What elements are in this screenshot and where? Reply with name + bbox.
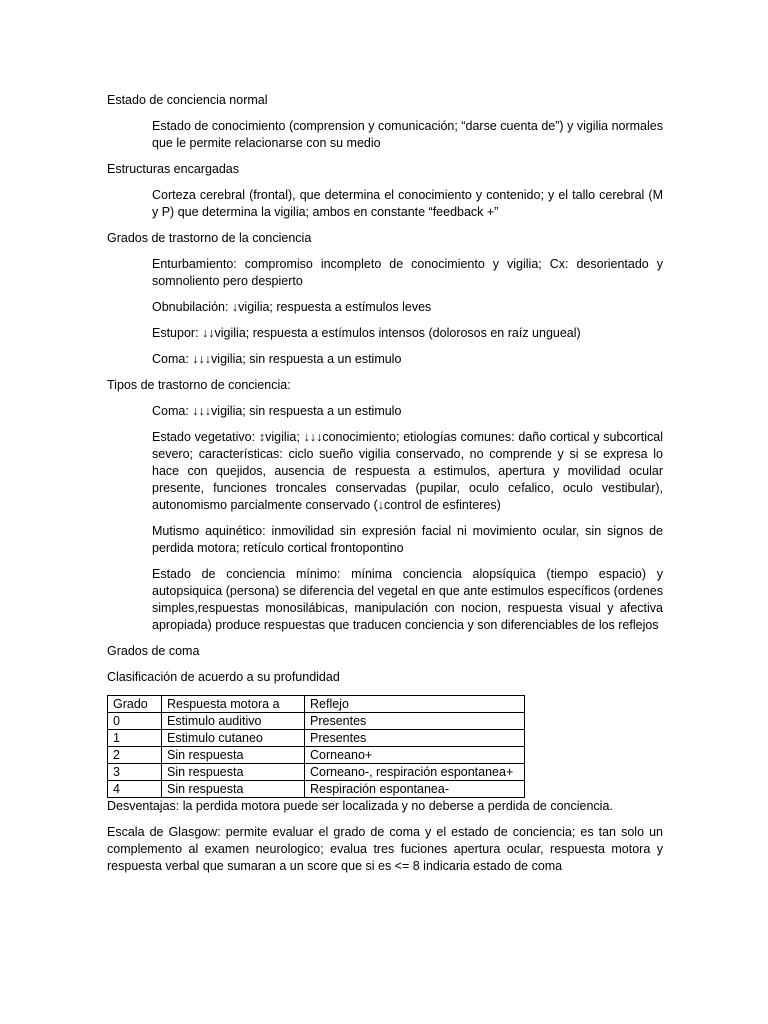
table-cell: Presentes xyxy=(305,730,525,747)
table-cell: Sin respuesta xyxy=(162,747,305,764)
table-row xyxy=(108,730,525,747)
table-cell: 2 xyxy=(108,747,162,764)
document-sections xyxy=(107,92,663,634)
grados-coma-heading: Grados de coma xyxy=(107,644,200,658)
section-paragraph: Estado de conocimiento (comprension y comunicación; “darse cuenta de”) y vigilia normales que le permite relacionarse con su medio xyxy=(152,119,663,150)
table-cell: Estimulo auditivo xyxy=(162,713,305,730)
table-cell: Respiración espontanea- xyxy=(305,781,525,798)
clasificacion-heading: Clasificación de acuerdo a su profundidad xyxy=(107,670,340,684)
table-row xyxy=(108,764,525,781)
table-header-row xyxy=(108,696,525,713)
table-cell: Estimulo cutaneo xyxy=(162,730,305,747)
table-header-cell: Reflejo xyxy=(305,696,525,713)
section-paragraph: Coma: ↓↓↓vigilia; sin respuesta a un estimulo xyxy=(152,404,402,418)
section-heading: Tipos de trastorno de conciencia: xyxy=(107,378,291,392)
section-paragraph: Estado de conciencia mínimo: mínima conciencia alopsíquica (tiempo espacio) y autopsiquica (persona) se diferencia del vegetal en que ante estimulos específicos (ordenes simples,respuestas monosilábicas, manipulación con nocion, respuesta visual y afectiva apropiada) produce respuestas que traducen conciencia y son diferenciables de los reflejos xyxy=(152,567,663,632)
table-cell: 3 xyxy=(108,764,162,781)
table-cell: Sin respuesta xyxy=(162,764,305,781)
desventajas-text: Desventajas: la perdida motora puede ser localizada y no deberse a perdida de conciencia. xyxy=(107,799,613,813)
table-header-cell: Grado xyxy=(108,696,162,713)
table-cell: Sin respuesta xyxy=(162,781,305,798)
table-cell: Corneano-, respiración espontanea+ xyxy=(305,764,525,781)
table-row xyxy=(108,747,525,764)
document-page xyxy=(107,92,663,884)
section-paragraph: Corteza cerebral (frontal), que determina el conocimiento y contenido; y el tallo cerebral (M y P) que determina la vigilia; ambos en constante “feedback +” xyxy=(152,188,663,219)
section-paragraph: Mutismo aquinético: inmovilidad sin expresión facial ni movimiento ocular, sin signos de perdida motora; retículo cortical frontopontino xyxy=(152,524,663,555)
table-cell: Corneano+ xyxy=(305,747,525,764)
coma-grades-table xyxy=(107,695,525,798)
glasgow-text: Escala de Glasgow: permite evaluar el grado de coma y el estado de conciencia; es tan solo un complemento al examen neurologico; evalua tres fuciones apertura ocular, respuesta motora y respuesta verbal que sumaran a un score que si es <= 8 indicaria estado de coma xyxy=(107,825,663,873)
table-cell: 0 xyxy=(108,713,162,730)
section-paragraph: Coma: ↓↓↓vigilia; sin respuesta a un estimulo xyxy=(152,352,402,366)
section-paragraph: Obnubilación: ↓vigilia; respuesta a estímulos leves xyxy=(152,300,432,314)
table-header-cell: Respuesta motora a xyxy=(162,696,305,713)
section-paragraph: Estupor: ↓↓vigilia; respuesta a estímulos intensos (dolorosos en raíz ungueal) xyxy=(152,326,581,340)
section-paragraph: Enturbamiento: compromiso incompleto de conocimiento y vigilia; Cx: desorientado y somnoliento pero despierto xyxy=(152,257,663,288)
section-paragraph: Estado vegetativo: ↕vigilia; ↓↓↓conocimiento; etiologías comunes: daño cortical y subcortical severo; características: ciclo sueño vigilia conservado, no comprende y si se expresa lo hace con quejidos, ausencia de respuesta a estimulos, apertura y movilidad ocular presente, funciones troncales conservadas (pupilar, oculo cefalico, oculo vestibular), autonomismo parcialmente conservado (↓control de esfinteres) xyxy=(152,430,663,512)
table-row xyxy=(108,781,525,798)
table-cell: 4 xyxy=(108,781,162,798)
section-heading: Estado de conciencia normal xyxy=(107,93,268,107)
section-heading: Estructuras encargadas xyxy=(107,162,240,176)
table-row xyxy=(108,713,525,730)
table-cell: 1 xyxy=(108,730,162,747)
section-heading: Grados de trastorno de la conciencia xyxy=(107,231,312,245)
table-cell: Presentes xyxy=(305,713,525,730)
